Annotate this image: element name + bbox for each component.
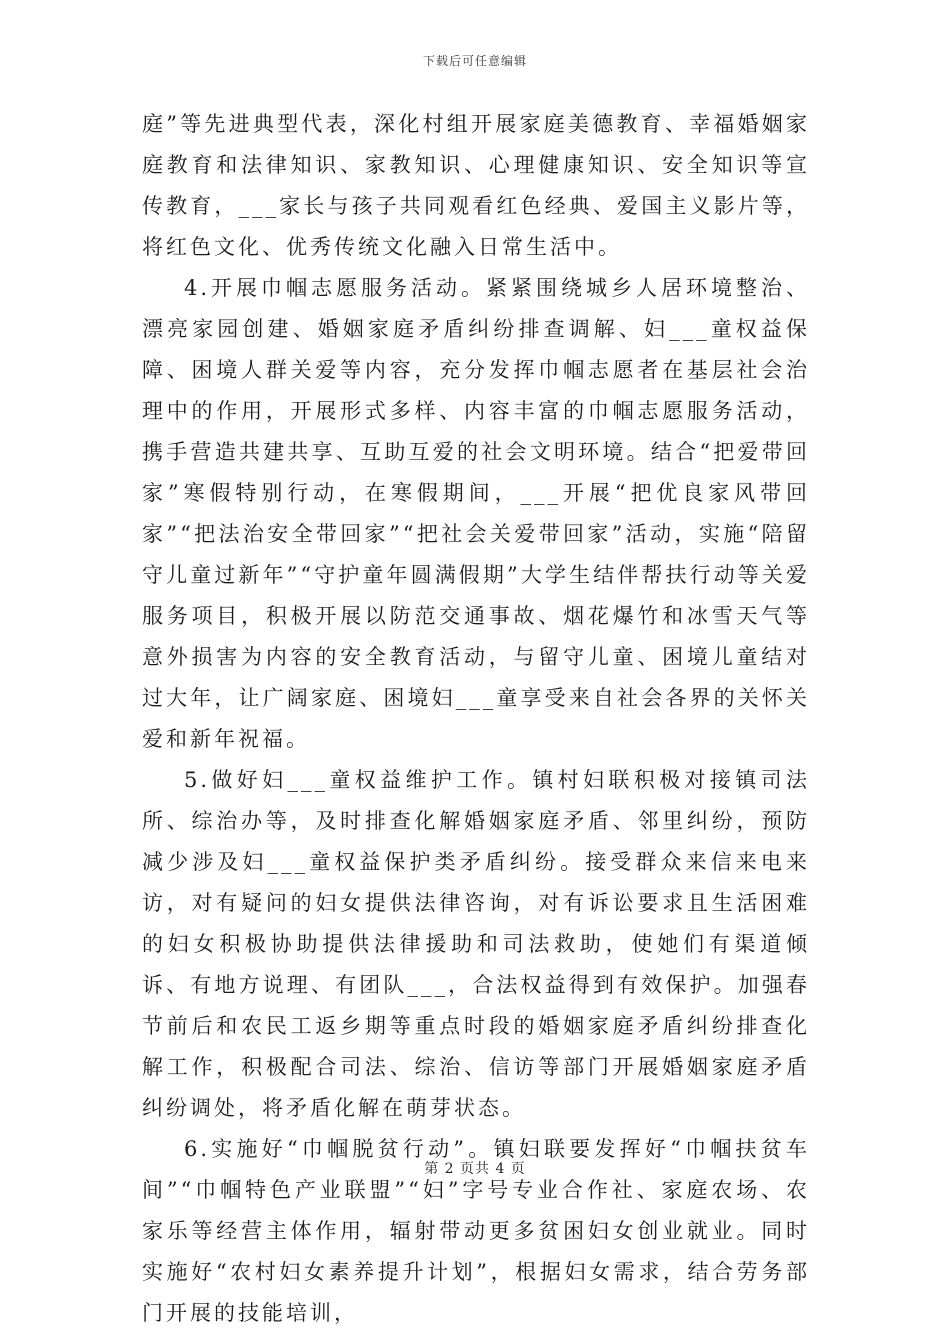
page-footer: 第 2 页共 4 页 bbox=[424, 1161, 526, 1177]
document-body bbox=[142, 104, 810, 1334]
paragraph-item-4: 4.开展巾帼志愿服务活动。紧紧围绕城乡人居环境整治、漂亮家园创建、婚姻家庭矛盾纠纷排查调解、妇___童权益保障、困境人群关爱等内容，充分发挥巾帼志愿者在基层社会治理中的作用，开展形式多样、内容丰富的巾帼志愿服务活动，携手营造共建共享、互助互爱的社会文明环境。结合“把爱带回家”寒假特别行动，在寒假期间，___开展“把优良家风带回家”“把法治安全带回家”“把社会关爱带回家”活动，实施“陪留守儿童过新年”“守护童年圆满假期”大学生结伴帮扶行动等关爱服务项目，积极开展以防范交通事故、烟花爆竹和冰雪天气等意外损害为内容的安全教育活动，与留守儿童、困境儿童结对过大年，让广阔家庭、困境妇___童享受来自社会各界的关怀关爱和新年祝福。 bbox=[142, 276, 810, 751]
paragraph-item-6: 6.实施好“巾帼脱贫行动”。镇妇联要发挥好“巾帼扶贫车间”“巾帼特色产业联盟”“妇”字号专业合作社、家庭农场、农家乐等经营主体作用，辐射带动更多贫困妇女创业就业。同时实施好“农村妇女素养提升计划”，根据妇女需求，结合劳务部门开展的技能培训， bbox=[142, 1137, 810, 1325]
paragraph-item-5: 5.做好妇___童权益维护工作。镇村妇联积极对接镇司法所、综治办等，及时排查化解婚姻家庭矛盾、邻里纠纷，预防减少涉及妇___童权益保护类矛盾纠纷。接受群众来信来电来访，对有疑问的妇女提供法律咨询，对有诉讼要求且生活困难的妇女积极协助提供法律援助和司法救助，使她们有渠道倾诉、有地方说理、有团队___，合法权益得到有效保护。加强春节前后和农民工返乡期等重点时段的婚姻家庭矛盾纠纷排查化解工作，积极配合司法、综治、信访等部门开展婚姻家庭矛盾纠纷调处，将矛盾化解在萌芽状态。 bbox=[142, 768, 810, 1120]
paragraph-continuation: 庭”等先进典型代表，深化村组开展家庭美德教育、幸福婚姻家庭教育和法律知识、家教知识、心理健康知识、安全知识等宣传教育，___家长与孩子共同观看红色经典、爱国主义影片等，将红色文化、优秀传统文化融入日常生活中。 bbox=[142, 112, 810, 259]
page-header: 下载后可任意编辑 bbox=[422, 54, 527, 68]
